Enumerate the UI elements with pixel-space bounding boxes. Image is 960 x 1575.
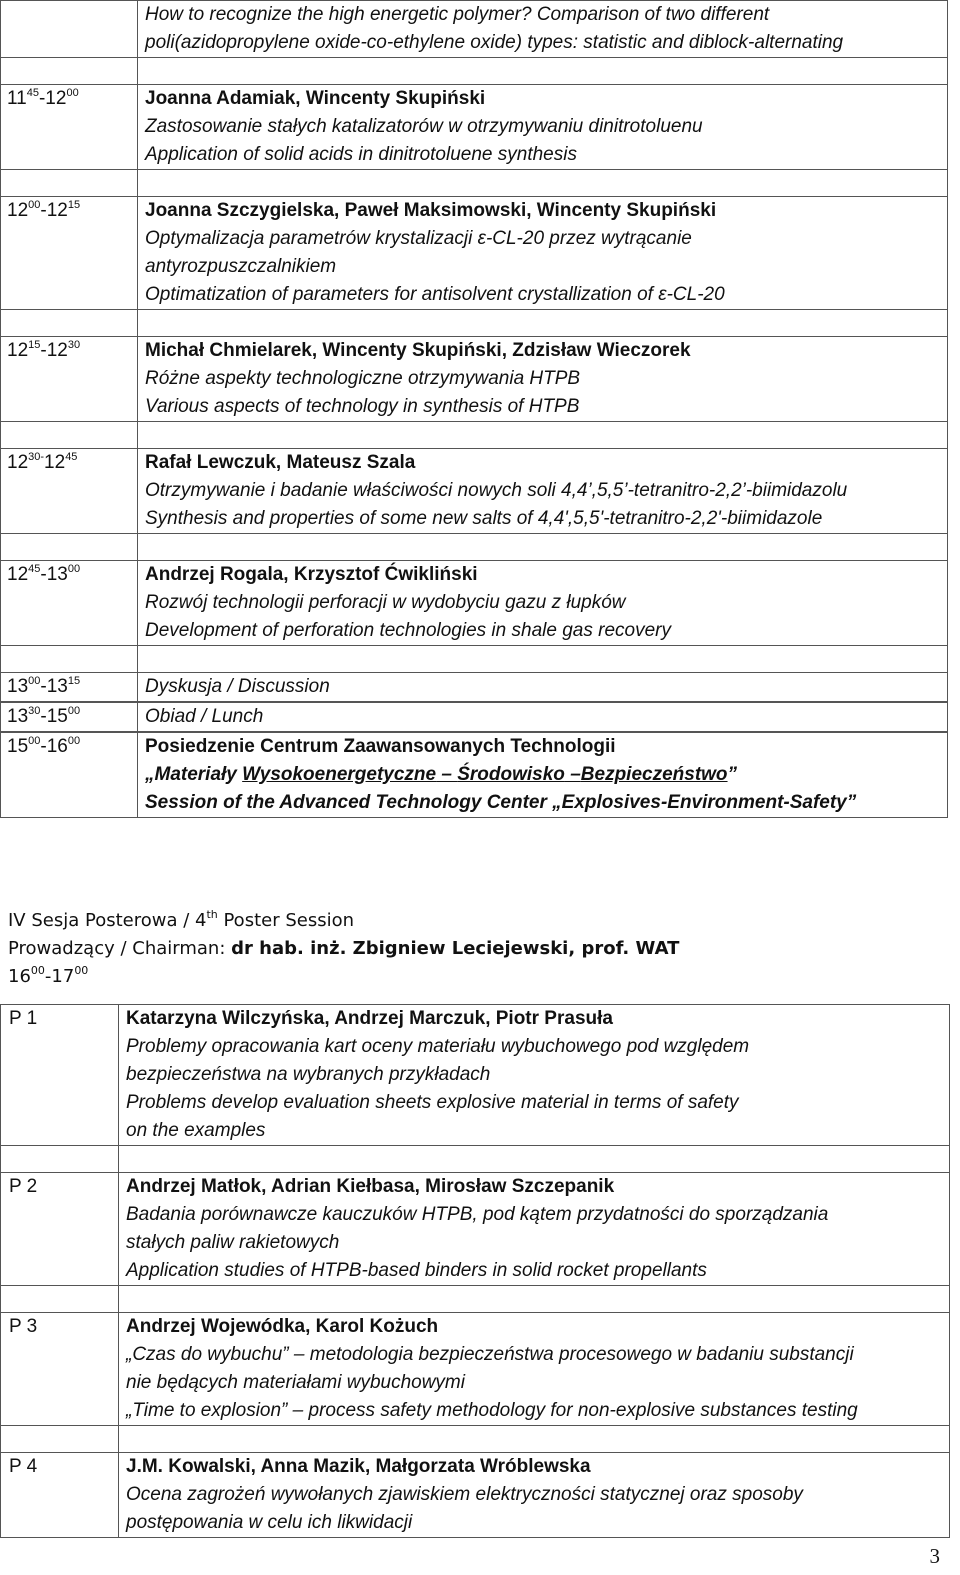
table-row	[1, 1, 948, 58]
talk-title-pl: Rozwój technologii perforacji w wydobyciu gazu z łupków	[145, 592, 626, 613]
discussion-label: Dyskusja / Discussion	[145, 676, 330, 697]
table-row	[1, 1005, 950, 1146]
talk-title-pl: Różne aspekty technologiczne otrzymywania HTPB	[145, 368, 581, 389]
poster-number: P 4	[1, 1453, 119, 1538]
table-row	[1, 1453, 950, 1538]
poster-title-pl: Problemy opracowania kart oceny materiału wybuchowego pod względem	[126, 1036, 750, 1057]
poster-number: P 2	[1, 1173, 119, 1286]
time-cell: $11^{45}-12^{00}$	[1, 85, 138, 170]
time-cell: $13^{00}-13^{15}$	[1, 673, 138, 702]
talk-authors: Michał Chmielarek, Wincenty Skupiński, Zdzisław Wieczorek	[145, 340, 691, 361]
lunch-label: Obiad / Lunch	[145, 706, 264, 727]
discussion-label-cell	[138, 673, 948, 702]
table-row	[1, 673, 948, 702]
poster-title-pl: „Czas do wybuchu” – metodologia bezpieczeństwa procesowego w badaniu substancji	[126, 1344, 854, 1365]
table-row	[1, 703, 948, 732]
time-cell: $12^{15}-12^{30}$	[1, 337, 138, 422]
poster-number: P 3	[1, 1313, 119, 1426]
poster-table	[0, 1004, 950, 1538]
talk-authors: Joanna Adamiak, Wincenty Skupiński	[145, 88, 486, 109]
talk-content	[138, 1, 948, 58]
table-row	[1, 197, 948, 310]
time-cell: $13^{30}-15^{00}$	[1, 703, 138, 732]
talk-authors: Joanna Szczygielska, Paweł Maksimowski, Wincenty Skupiński	[145, 200, 717, 221]
poster-session-time: $16^{00}-17^{00}$	[8, 964, 89, 987]
poster-session-heading: IV Sesja Posterowa / 4th Poster Session	[8, 908, 355, 931]
talk-content	[138, 85, 948, 170]
poster-content	[119, 1453, 950, 1538]
talk-content	[138, 197, 948, 310]
poster-session-chair: Prowadzący / Chairman: dr hab. inż. Zbigniew Leciejewski, prof. WAT	[8, 938, 680, 959]
time-cell: $12^{00}-12^{15}$	[1, 197, 138, 310]
talk-authors: Rafał Lewczuk, Mateusz Szala	[145, 452, 416, 473]
lunch-label-cell	[138, 703, 948, 732]
table-row	[1, 733, 948, 818]
talk-title-pl: Zastosowanie stałych katalizatorów w otrzymywaniu dinitrotoluenu	[145, 116, 703, 137]
time-cell: $15^{00}-16^{00}$	[1, 733, 138, 818]
poster-content	[119, 1313, 950, 1426]
talk-authors: Andrzej Rogala, Krzysztof Ćwikliński	[145, 564, 478, 585]
poster-title-pl: Badania porównawcze kauczuków HTPB, pod kątem przydatności do sporządzania	[126, 1204, 829, 1225]
poster-number: P 1	[1, 1005, 119, 1146]
poster-title-pl: stałych paliw rakietowych	[126, 1232, 340, 1253]
talk-content	[138, 337, 948, 422]
poster-authors: Katarzyna Wilczyńska, Andrzej Marczuk, Piotr Prasuła	[126, 1008, 613, 1029]
poster-title-en: „Time to explosion” – process safety methodology for non-explosive substances testing	[126, 1400, 858, 1421]
table-row	[1, 85, 948, 170]
talk-content	[138, 449, 948, 534]
talk-title-pl: antyrozpuszczalnikiem	[145, 256, 337, 277]
talk-title-en: Synthesis and properties of some new salts of 4,4',5,5'-tetranitro-2,2'-biimidazole	[145, 508, 823, 529]
poster-authors: Andrzej Wojewódka, Karol Kożuch	[126, 1316, 439, 1337]
table-row	[1, 449, 948, 534]
talk-title-pl: Optymalizacja parametrów krystalizacji ε-CL-20 przez wytrącanie	[145, 228, 692, 249]
time-cell	[1, 1, 138, 58]
meeting-content	[138, 733, 948, 818]
table-row	[1, 561, 948, 646]
poster-authors: J.M. Kowalski, Anna Mazik, Małgorzata Wróblewska	[126, 1456, 591, 1477]
talk-title-en: poli(azidopropylene oxide-co-ethylene oxide) types: statistic and diblock-alternating	[145, 32, 844, 53]
table-row	[1, 1173, 950, 1286]
poster-content	[119, 1173, 950, 1286]
meeting-title: Posiedzenie Centrum Zaawansowanych Technologii	[145, 736, 616, 757]
poster-authors: Andrzej Matłok, Adrian Kiełbasa, Mirosław Szczepanik	[126, 1176, 615, 1197]
talk-title-en: How to recognize the high energetic polymer? Comparison of two different	[145, 4, 770, 25]
poster-title-en: on the examples	[126, 1120, 266, 1141]
time-cell: $12^{45}-13^{00}$	[1, 561, 138, 646]
talk-content	[138, 561, 948, 646]
talk-title-en: Various aspects of technology in synthesis of HTPB	[145, 396, 580, 417]
poster-title-en: Problems develop evaluation sheets explosive material in terms of safety	[126, 1092, 739, 1113]
table-row	[1, 337, 948, 422]
table-row	[1, 1313, 950, 1426]
talk-title-pl: Otrzymywanie i badanie właściwości nowych soli 4,4’,5,5’-tetranitro-2,2’-biimidazolu	[145, 480, 848, 501]
talk-title-en: Development of perforation technologies in shale gas recovery	[145, 620, 671, 641]
time-cell: $12^{30-}12^{45}$	[1, 449, 138, 534]
poster-title-pl: nie będących materiałami wybuchowymi	[126, 1372, 465, 1393]
talk-title-en: Application of solid acids in dinitrotoluene synthesis	[145, 144, 577, 165]
page-number: 3	[929, 1544, 940, 1568]
poster-title-pl: Ocena zagrożeń wywołanych zjawiskiem elektryczności statycznej oraz sposoby	[126, 1484, 803, 1505]
poster-title-pl: bezpieczeństwa na wybranych przykładach	[126, 1064, 491, 1085]
meeting-subtitle-pl: „Materiały Wysokoenergetyczne – Środowisko –Bezpieczeństwo”	[145, 764, 738, 785]
poster-title-pl: postępowania w celu ich likwidacji	[126, 1512, 413, 1533]
talk-title-en: Optimatization of parameters for antisolvent crystallization of ε-CL-20	[145, 284, 725, 305]
poster-title-en: Application studies of HTPB-based binders in solid rocket propellants	[126, 1260, 707, 1281]
meeting-subtitle-en: Session of the Advanced Technology Center „Explosives-Environment-Safety”	[145, 792, 857, 813]
poster-content	[119, 1005, 950, 1146]
